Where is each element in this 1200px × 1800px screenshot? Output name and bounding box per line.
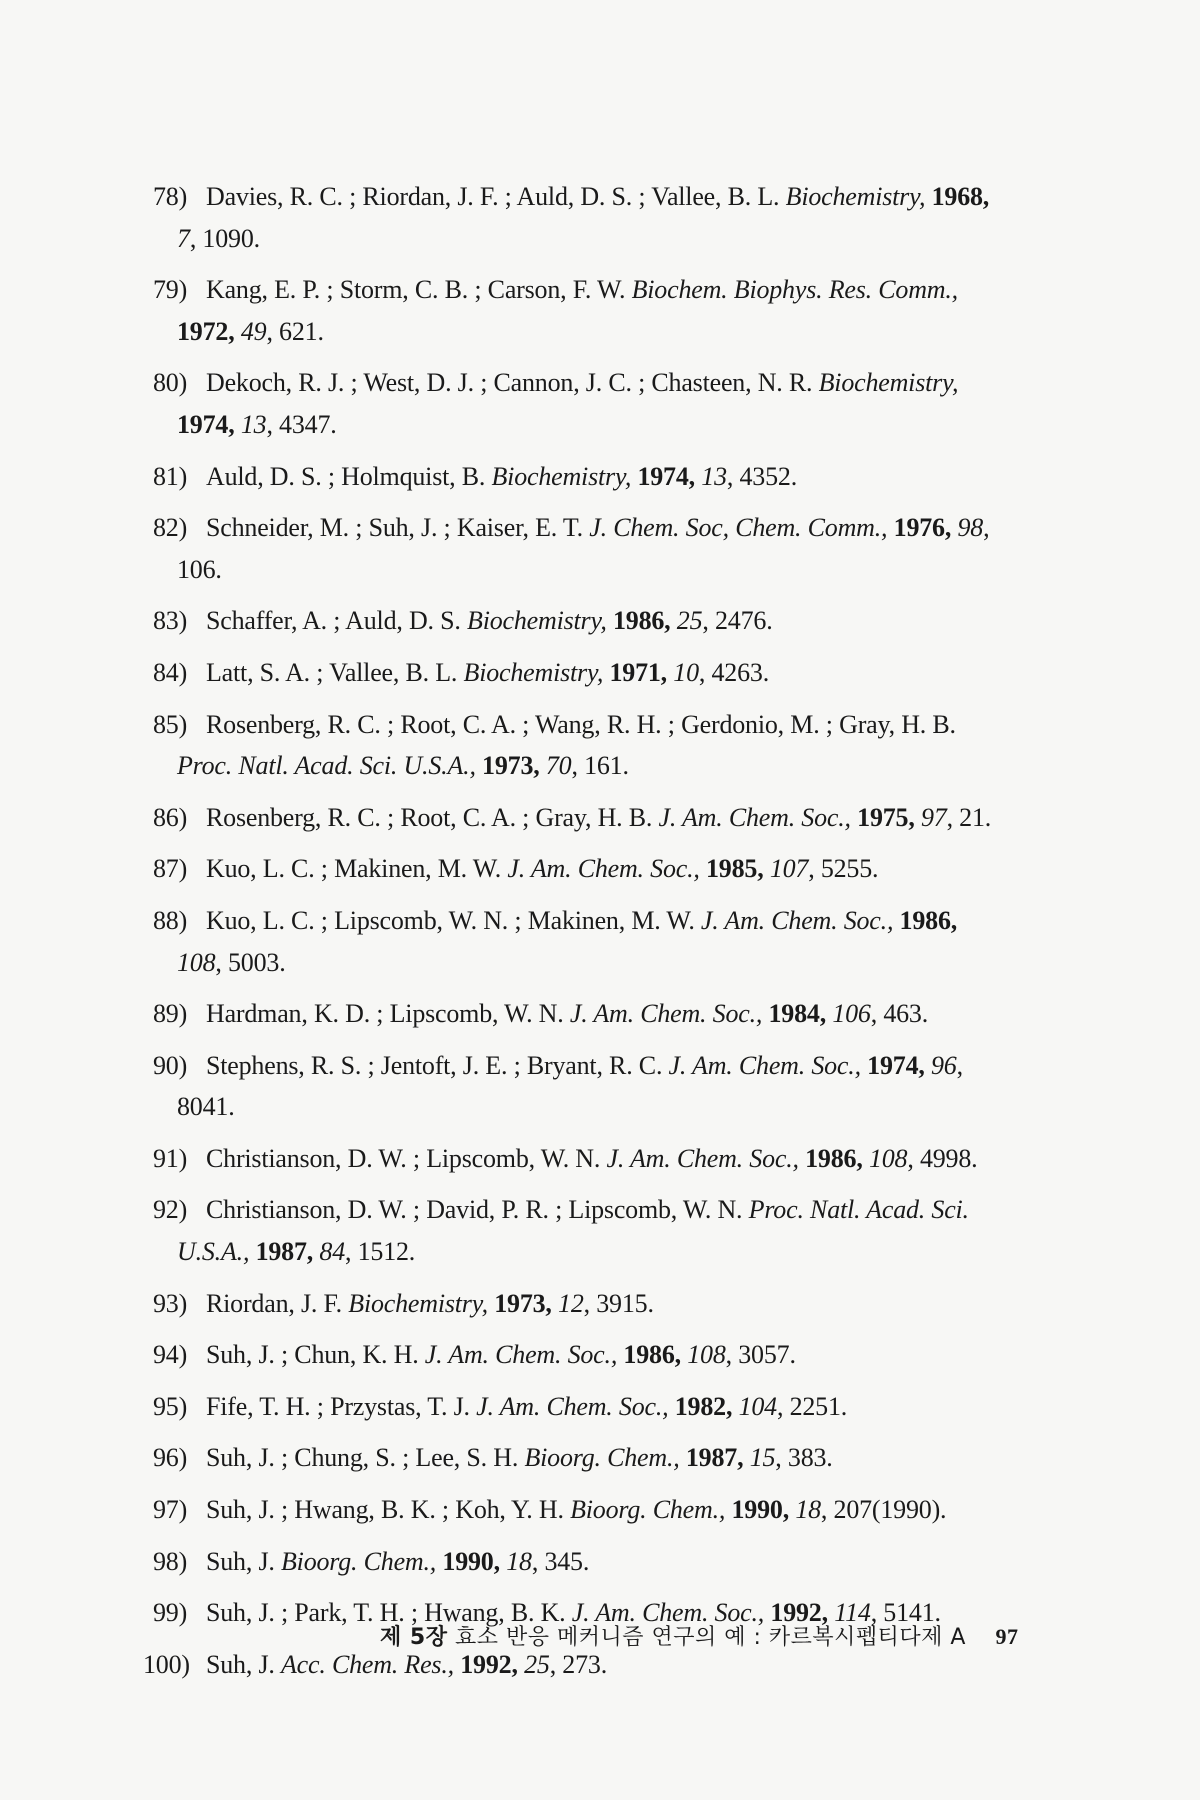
reference-text: , 273.: [549, 1649, 607, 1679]
reference-number: 100): [143, 1649, 190, 1679]
reference-italic-text: Biochemistry,: [348, 1288, 488, 1318]
reference-italic-text: 18: [506, 1546, 532, 1576]
reference-text: Schneider, M. ; Suh, J. ; Kaiser, E. T.: [206, 513, 590, 543]
reference-number: 88): [153, 905, 188, 935]
reference-text: , 345.: [531, 1546, 590, 1576]
reference-item: [153, 507, 1053, 590]
reference-line: [177, 549, 1053, 591]
reference-italic-text: J. Am. Chem. Soc.,: [606, 1143, 799, 1173]
reference-text: , 4352.: [726, 461, 797, 491]
reference-text: , 1090.: [189, 223, 260, 253]
reference-year: 1986,: [617, 1340, 681, 1370]
reference-number: 98): [153, 1546, 188, 1576]
reference-item: [153, 456, 1053, 498]
reference-text: Stephens, R. S. ; Jentoft, J. E. ; Bryant, R. C.: [206, 1050, 669, 1080]
reference-italic-text: 114: [834, 1598, 871, 1628]
reference-list: [143, 176, 1053, 1685]
reference-line: [177, 311, 1053, 353]
reference-text: , 207(1990).: [820, 1495, 947, 1525]
reference-text: Auld, D. S. ; Holmquist, B.: [206, 461, 492, 491]
reference-italic-text: 108: [868, 1143, 908, 1173]
reference-item: [153, 1386, 1053, 1428]
reference-number: 79): [153, 275, 188, 305]
reference-item: [153, 1334, 1053, 1376]
reference-number: 95): [153, 1391, 188, 1421]
reference-line: [206, 1437, 1053, 1479]
reference-line: [206, 1189, 1053, 1231]
reference-line: [206, 1045, 1053, 1087]
reference-year: 1990,: [725, 1495, 789, 1525]
reference-year: 1971,: [603, 657, 667, 687]
reference-year: 1975,: [850, 802, 915, 832]
reference-year: 1985,: [699, 854, 764, 884]
reference-italic-text: 25: [676, 606, 703, 636]
reference-italic-text: 98: [957, 513, 984, 543]
reference-year: 1974,: [860, 1050, 925, 1080]
reference-line: [206, 900, 1053, 942]
reference-text: , 2476.: [702, 606, 773, 636]
reference-line: [206, 507, 1053, 549]
reference-italic-text: 10: [673, 657, 699, 687]
reference-text: Schaffer, A. ; Auld, D. S.: [206, 606, 468, 636]
reference-text: Rosenberg, R. C. ; Root, C. A. ; Wang, R. H. ; Gerdonio, M. ; Gray, H. B.: [206, 709, 956, 739]
reference-line: [177, 1086, 1053, 1128]
reference-text: Christianson, D. W. ; David, P. R. ; Lipscomb, W. N.: [206, 1195, 749, 1225]
reference-italic-text: 7: [177, 223, 190, 253]
reference-italic-text: 12: [558, 1288, 584, 1318]
reference-item: [153, 1283, 1053, 1325]
reference-item: [153, 1189, 1053, 1272]
reference-text: , 463.: [870, 999, 929, 1029]
reference-italic-text: U.S.A.,: [177, 1237, 250, 1267]
reference-italic-text: Acc. Chem. Res.,: [280, 1649, 454, 1679]
reference-text: , 2251.: [776, 1391, 848, 1421]
reference-line: [206, 797, 1053, 839]
reference-year: 1987,: [249, 1237, 314, 1267]
reference-italic-text: J. Am. Chem. Soc.,: [571, 1598, 765, 1628]
reference-italic-text: J. Am. Chem. Soc.,: [569, 999, 763, 1029]
reference-item: [153, 1489, 1053, 1531]
reference-line: [206, 1541, 1053, 1583]
reference-italic-text: Bioorg. Chem.,: [280, 1546, 437, 1576]
reference-italic-text: 106: [832, 999, 871, 1029]
reference-item: [153, 1045, 1053, 1128]
footer-chapter: 제 5장: [380, 1625, 448, 1650]
reference-year: 1974,: [177, 409, 235, 439]
reference-text: , 5255.: [808, 854, 879, 884]
reference-item: [153, 1541, 1053, 1583]
reference-number: 94): [153, 1340, 188, 1370]
reference-italic-text: Bioorg. Chem.,: [524, 1443, 680, 1473]
reference-text: Suh, J.: [206, 1546, 281, 1576]
reference-line: [177, 942, 1053, 984]
reference-text: , 621.: [266, 316, 324, 346]
reference-number: 97): [153, 1495, 188, 1525]
reference-number: 87): [153, 854, 188, 884]
reference-year: 1968,: [925, 182, 990, 211]
reference-italic-text: 107: [769, 854, 809, 884]
reference-italic-text: 104: [738, 1391, 777, 1421]
reference-text: Suh, J.: [206, 1649, 281, 1679]
reference-line: [206, 362, 1053, 404]
reference-text: Kang, E. P. ; Storm, C. B. ; Carson, F. W.: [206, 275, 632, 305]
reference-line: [206, 1386, 1053, 1428]
reference-italic-text: Bioorg. Chem.,: [570, 1495, 726, 1525]
reference-text: Rosenberg, R. C. ; Root, C. A. ; Gray, H. B.: [206, 802, 659, 832]
reference-text: , 4347.: [266, 409, 337, 439]
reference-italic-text: 49: [240, 316, 267, 346]
reference-text: Suh, J. ; Park, T. H. ; Hwang, B. K.: [206, 1598, 572, 1628]
reference-italic-text: J. Am. Chem. Soc.,: [668, 1050, 861, 1080]
reference-year: 1990,: [436, 1546, 500, 1576]
reference-italic-text: Biochemistry,: [463, 657, 604, 687]
reference-number: 84): [153, 657, 188, 687]
reference-year: 1974,: [631, 461, 695, 491]
reference-text: Davies, R. C. ; Riordan, J. F. ; Auld, D. S. ; Vallee, B. L.: [206, 182, 786, 211]
reference-line: [177, 745, 1053, 787]
reference-line: [206, 269, 1053, 311]
reference-year: 1986,: [606, 606, 671, 636]
reference-text: 106.: [177, 554, 222, 584]
reference-text: , 161.: [571, 751, 629, 781]
reference-item: [153, 362, 1053, 445]
reference-italic-text: J. Am. Chem. Soc.,: [658, 802, 851, 832]
reference-text: Suh, J. ; Chung, S. ; Lee, S. H.: [206, 1443, 525, 1473]
reference-text: Kuo, L. C. ; Makinen, M. W.: [206, 854, 508, 884]
reference-italic-text: 96: [931, 1050, 957, 1080]
reference-text: Riordan, J. F.: [206, 1288, 349, 1318]
reference-text: , 4263.: [698, 657, 770, 687]
page-number: 97: [995, 1624, 1019, 1649]
reference-italic-text: 108: [687, 1340, 726, 1370]
reference-line: [206, 600, 1053, 642]
reference-item: [153, 900, 1053, 983]
reference-year: 1972,: [177, 316, 235, 346]
reference-line: [206, 1489, 1053, 1531]
reference-item: [153, 600, 1053, 642]
reference-text: , 5003.: [215, 947, 286, 977]
reference-text: Hardman, K. D. ; Lipscomb, W. N.: [206, 999, 570, 1029]
reference-line: [177, 404, 1053, 446]
reference-year: 1986,: [893, 905, 958, 935]
reference-italic-text: 15: [749, 1443, 776, 1473]
reference-italic-text: 70: [545, 751, 572, 781]
reference-italic-text: 18: [795, 1495, 821, 1525]
reference-italic-text: 108: [177, 947, 216, 977]
reference-text: , 21.: [946, 802, 992, 832]
footer-title: 효소 반응 메커니즘 연구의 예 : 카르복시펩티다제 A: [454, 1625, 966, 1650]
reference-line: [206, 1283, 1053, 1325]
reference-item: [153, 704, 1053, 787]
reference-line: [177, 1231, 1053, 1273]
reference-number: 96): [153, 1443, 188, 1473]
reference-italic-text: Biochemistry,: [491, 461, 632, 491]
reference-line: [206, 1334, 1053, 1376]
reference-number: 90): [153, 1050, 188, 1080]
reference-italic-text: J. Am. Chem. Soc.,: [700, 905, 894, 935]
reference-number: 82): [153, 513, 188, 543]
reference-text: , 3915.: [583, 1288, 654, 1318]
reference-item: [153, 1138, 1053, 1180]
reference-year: 1984,: [762, 999, 827, 1029]
reference-number: 83): [153, 606, 188, 636]
reference-text: , 5141.: [870, 1598, 941, 1628]
reference-text: Suh, J. ; Chun, K. H.: [206, 1340, 425, 1370]
reference-text: , 4998.: [907, 1143, 978, 1173]
reference-text: 8041.: [177, 1092, 235, 1122]
reference-italic-text: Biochemistry,: [785, 182, 926, 211]
reference-year: 1976,: [887, 513, 952, 543]
reference-italic-text: Biochem. Biophys. Res. Comm.,: [631, 275, 958, 305]
reference-year: 1982,: [668, 1391, 733, 1421]
reference-italic-text: Proc. Natl. Acad. Sci. U.S.A.,: [177, 751, 476, 781]
reference-year: 1973,: [475, 751, 540, 781]
reference-year: 1986,: [798, 1143, 863, 1173]
reference-text: , 383.: [775, 1443, 833, 1473]
reference-year: 1973,: [487, 1288, 552, 1318]
reference-text: ,: [956, 1050, 963, 1080]
reference-line: [206, 848, 1053, 890]
reference-italic-text: Biochemistry,: [467, 606, 607, 636]
reference-italic-text: J. Am. Chem. Soc.,: [507, 854, 700, 884]
reference-italic-text: 97: [920, 802, 947, 832]
reference-italic-text: 25: [524, 1649, 550, 1679]
reference-number: 81): [153, 461, 188, 491]
reference-line: [206, 456, 1053, 498]
reference-year: 1987,: [679, 1443, 744, 1473]
reference-item: [153, 176, 1053, 259]
reference-line: [206, 176, 1053, 218]
running-footer: [380, 1620, 1018, 1651]
reference-number: 78): [153, 182, 188, 211]
reference-number: 86): [153, 802, 188, 832]
reference-text: ,: [983, 513, 990, 543]
reference-line: [177, 218, 1053, 260]
reference-text: , 3057.: [725, 1340, 796, 1370]
reference-year: 1992,: [764, 1598, 828, 1628]
reference-italic-text: 13: [240, 409, 267, 439]
reference-number: 80): [153, 368, 188, 398]
reference-number: 89): [153, 999, 188, 1029]
reference-item: [153, 848, 1053, 890]
reference-number: 93): [153, 1288, 188, 1318]
reference-item: [153, 1437, 1053, 1479]
reference-italic-text: J. Chem. Soc, Chem. Comm.,: [589, 513, 888, 543]
reference-number: 85): [153, 709, 188, 739]
reference-line: [206, 993, 1053, 1035]
reference-text: , 1512.: [345, 1237, 416, 1267]
reference-text: Dekoch, R. J. ; West, D. J. ; Cannon, J. C. ; Chasteen, N. R.: [206, 368, 819, 398]
reference-text: Fife, T. H. ; Przystas, T. J.: [206, 1391, 477, 1421]
reference-text: Christianson, D. W. ; Lipscomb, W. N.: [206, 1143, 607, 1173]
reference-italic-text: 84: [319, 1237, 345, 1267]
reference-item: [153, 269, 1053, 352]
reference-text: Suh, J. ; Hwang, B. K. ; Koh, Y. H.: [206, 1495, 571, 1525]
reference-line: [206, 652, 1053, 694]
reference-italic-text: J. Am. Chem. Soc.,: [424, 1340, 618, 1370]
reference-item: [153, 652, 1053, 694]
reference-italic-text: Biochemistry,: [818, 368, 959, 398]
reference-italic-text: 13: [701, 461, 727, 491]
reference-line: [206, 704, 1053, 746]
reference-item: [153, 797, 1053, 839]
reference-number: 91): [153, 1143, 188, 1173]
reference-item: [153, 993, 1053, 1035]
reference-number: 92): [153, 1195, 188, 1225]
reference-italic-text: Proc. Natl. Acad. Sci.: [748, 1195, 969, 1225]
reference-number: 99): [153, 1598, 188, 1628]
reference-italic-text: J. Am. Chem. Soc.,: [476, 1391, 669, 1421]
reference-line: [206, 1138, 1053, 1180]
reference-year: 1992,: [453, 1649, 518, 1679]
reference-text: Latt, S. A. ; Vallee, B. L.: [206, 657, 464, 687]
reference-text: Kuo, L. C. ; Lipscomb, W. N. ; Makinen, M. W.: [206, 905, 701, 935]
